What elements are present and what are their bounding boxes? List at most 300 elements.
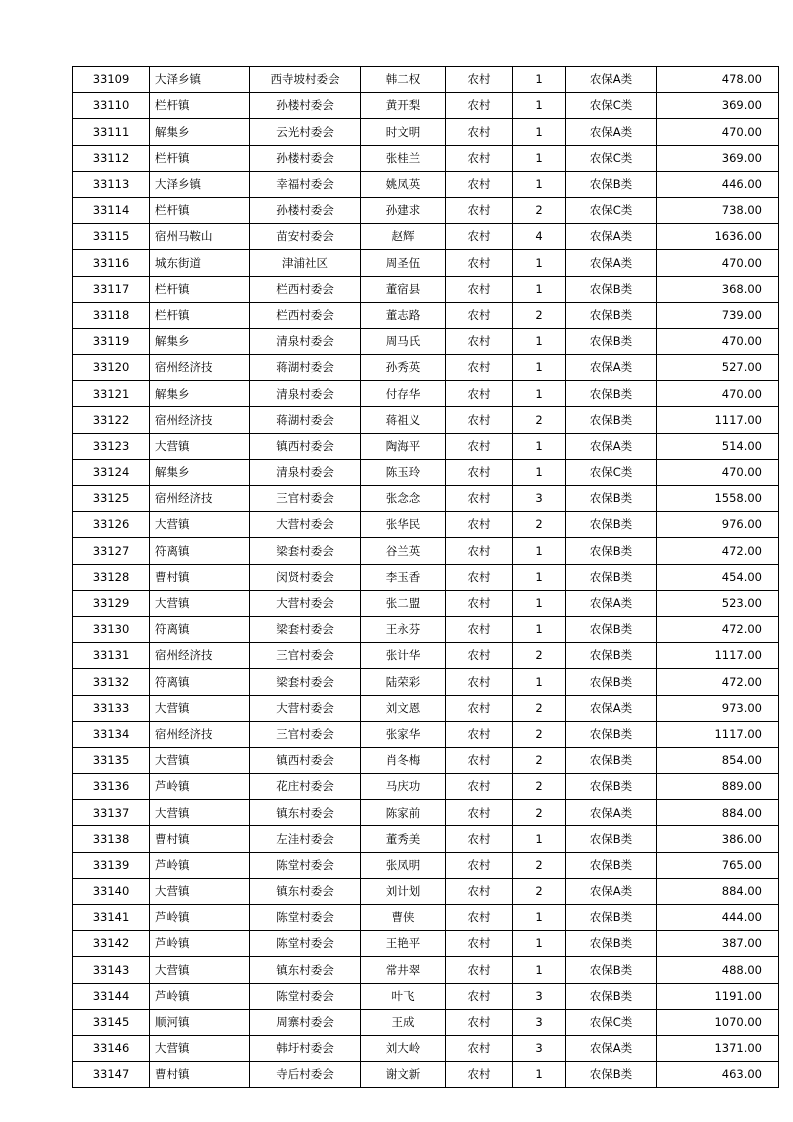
cell-id: 33124 — [73, 459, 150, 485]
cell-village: 镇东村委会 — [250, 957, 361, 983]
cell-amount: 470.00 — [657, 119, 779, 145]
cell-town: 曹村镇 — [150, 1062, 250, 1088]
cell-name: 谢文新 — [361, 1062, 446, 1088]
cell-count: 2 — [513, 800, 566, 826]
cell-village: 云光村委会 — [250, 119, 361, 145]
cell-amount: 884.00 — [657, 878, 779, 904]
cell-town: 宿州经济技 — [150, 486, 250, 512]
cell-name: 董宿县 — [361, 276, 446, 302]
cell-amount: 444.00 — [657, 905, 779, 931]
cell-id: 33117 — [73, 276, 150, 302]
cell-amount: 973.00 — [657, 695, 779, 721]
cell-village: 孙楼村委会 — [250, 197, 361, 223]
cell-type: 农村 — [446, 171, 513, 197]
cell-count: 2 — [513, 774, 566, 800]
cell-village: 大营村委会 — [250, 512, 361, 538]
cell-name: 李玉香 — [361, 564, 446, 590]
cell-id: 33126 — [73, 512, 150, 538]
cell-town: 符离镇 — [150, 538, 250, 564]
cell-count: 2 — [513, 695, 566, 721]
cell-amount: 386.00 — [657, 826, 779, 852]
cell-count: 1 — [513, 381, 566, 407]
cell-village: 陈堂村委会 — [250, 931, 361, 957]
cell-category: 农保B类 — [566, 774, 657, 800]
cell-amount: 976.00 — [657, 512, 779, 538]
cell-name: 付存华 — [361, 381, 446, 407]
cell-name: 孙建求 — [361, 197, 446, 223]
cell-village: 孙楼村委会 — [250, 93, 361, 119]
cell-id: 33116 — [73, 250, 150, 276]
cell-village: 蒋湖村委会 — [250, 355, 361, 381]
cell-category: 农保B类 — [566, 931, 657, 957]
table-row — [73, 328, 779, 354]
cell-village: 苗安村委会 — [250, 224, 361, 250]
cell-category: 农保B类 — [566, 328, 657, 354]
cell-name: 张华民 — [361, 512, 446, 538]
cell-town: 解集乡 — [150, 328, 250, 354]
cell-amount: 472.00 — [657, 616, 779, 642]
cell-type: 农村 — [446, 826, 513, 852]
cell-type: 农村 — [446, 538, 513, 564]
cell-count: 2 — [513, 721, 566, 747]
cell-category: 农保B类 — [566, 852, 657, 878]
cell-type: 农村 — [446, 145, 513, 171]
cell-id: 33135 — [73, 747, 150, 773]
cell-amount: 527.00 — [657, 355, 779, 381]
cell-village: 蒋湖村委会 — [250, 407, 361, 433]
cell-town: 城东街道 — [150, 250, 250, 276]
cell-name: 刘计划 — [361, 878, 446, 904]
cell-type: 农村 — [446, 197, 513, 223]
cell-town: 大营镇 — [150, 800, 250, 826]
table-row — [73, 67, 779, 93]
cell-town: 宿州经济技 — [150, 721, 250, 747]
cell-village: 周寨村委会 — [250, 1009, 361, 1035]
cell-amount: 387.00 — [657, 931, 779, 957]
cell-category: 农保B类 — [566, 564, 657, 590]
cell-name: 张念念 — [361, 486, 446, 512]
cell-count: 3 — [513, 1035, 566, 1061]
cell-type: 农村 — [446, 669, 513, 695]
cell-amount: 884.00 — [657, 800, 779, 826]
cell-type: 农村 — [446, 878, 513, 904]
cell-town: 大营镇 — [150, 512, 250, 538]
cell-town: 解集乡 — [150, 119, 250, 145]
cell-type: 农村 — [446, 1035, 513, 1061]
cell-name: 韩二权 — [361, 67, 446, 93]
cell-town: 曹村镇 — [150, 826, 250, 852]
cell-amount: 1558.00 — [657, 486, 779, 512]
cell-amount: 470.00 — [657, 381, 779, 407]
cell-category: 农保B类 — [566, 905, 657, 931]
cell-category: 农保A类 — [566, 878, 657, 904]
cell-count: 1 — [513, 119, 566, 145]
cell-type: 农村 — [446, 931, 513, 957]
cell-type: 农村 — [446, 1009, 513, 1035]
cell-village: 镇西村委会 — [250, 747, 361, 773]
cell-type: 农村 — [446, 459, 513, 485]
cell-type: 农村 — [446, 250, 513, 276]
cell-id: 33145 — [73, 1009, 150, 1035]
cell-amount: 1117.00 — [657, 643, 779, 669]
cell-amount: 1191.00 — [657, 983, 779, 1009]
cell-count: 1 — [513, 459, 566, 485]
cell-village: 镇东村委会 — [250, 878, 361, 904]
cell-village: 梁套村委会 — [250, 669, 361, 695]
cell-amount: 478.00 — [657, 67, 779, 93]
cell-name: 董秀美 — [361, 826, 446, 852]
table-row — [73, 957, 779, 983]
cell-category: 农保B类 — [566, 512, 657, 538]
cell-village: 西寺坡村委会 — [250, 67, 361, 93]
cell-type: 农村 — [446, 983, 513, 1009]
cell-name: 黄开梨 — [361, 93, 446, 119]
cell-category: 农保C类 — [566, 93, 657, 119]
cell-id: 33134 — [73, 721, 150, 747]
table-row — [73, 774, 779, 800]
cell-type: 农村 — [446, 774, 513, 800]
cell-village: 闵贤村委会 — [250, 564, 361, 590]
cell-town: 栏杆镇 — [150, 302, 250, 328]
cell-count: 1 — [513, 931, 566, 957]
cell-amount: 488.00 — [657, 957, 779, 983]
cell-village: 三官村委会 — [250, 643, 361, 669]
cell-village: 寺后村委会 — [250, 1062, 361, 1088]
cell-town: 宿州经济技 — [150, 355, 250, 381]
cell-count: 2 — [513, 197, 566, 223]
table-row — [73, 302, 779, 328]
table-row — [73, 93, 779, 119]
cell-id: 33118 — [73, 302, 150, 328]
cell-type: 农村 — [446, 67, 513, 93]
cell-amount: 1371.00 — [657, 1035, 779, 1061]
table-body — [73, 67, 779, 1088]
cell-count: 1 — [513, 276, 566, 302]
cell-name: 张凤明 — [361, 852, 446, 878]
cell-name: 谷兰英 — [361, 538, 446, 564]
cell-amount: 523.00 — [657, 590, 779, 616]
cell-category: 农保B类 — [566, 407, 657, 433]
cell-village: 陈堂村委会 — [250, 905, 361, 931]
cell-count: 2 — [513, 747, 566, 773]
cell-type: 农村 — [446, 512, 513, 538]
cell-id: 33129 — [73, 590, 150, 616]
cell-name: 陈家前 — [361, 800, 446, 826]
subsidy-table — [72, 66, 779, 1088]
table-row — [73, 852, 779, 878]
cell-type: 农村 — [446, 328, 513, 354]
cell-count: 1 — [513, 564, 566, 590]
cell-town: 栏杆镇 — [150, 276, 250, 302]
table-row — [73, 355, 779, 381]
cell-type: 农村 — [446, 747, 513, 773]
cell-count: 1 — [513, 433, 566, 459]
table-row — [73, 1009, 779, 1035]
table-row — [73, 564, 779, 590]
cell-type: 农村 — [446, 590, 513, 616]
cell-town: 大营镇 — [150, 957, 250, 983]
cell-town: 大营镇 — [150, 433, 250, 459]
cell-category: 农保B类 — [566, 983, 657, 1009]
cell-name: 张二盟 — [361, 590, 446, 616]
cell-name: 陆荣彩 — [361, 669, 446, 695]
cell-category: 农保C类 — [566, 197, 657, 223]
cell-type: 农村 — [446, 852, 513, 878]
cell-town: 芦岭镇 — [150, 852, 250, 878]
cell-type: 农村 — [446, 302, 513, 328]
cell-id: 33131 — [73, 643, 150, 669]
cell-id: 33136 — [73, 774, 150, 800]
cell-name: 陈玉玲 — [361, 459, 446, 485]
cell-category: 农保A类 — [566, 695, 657, 721]
cell-name: 陶海平 — [361, 433, 446, 459]
cell-type: 农村 — [446, 564, 513, 590]
cell-name: 姚凤英 — [361, 171, 446, 197]
cell-count: 2 — [513, 407, 566, 433]
cell-id: 33123 — [73, 433, 150, 459]
cell-amount: 369.00 — [657, 93, 779, 119]
cell-id: 33122 — [73, 407, 150, 433]
cell-id: 33120 — [73, 355, 150, 381]
cell-type: 农村 — [446, 276, 513, 302]
table-row — [73, 197, 779, 223]
cell-count: 3 — [513, 983, 566, 1009]
table-row — [73, 931, 779, 957]
cell-count: 1 — [513, 538, 566, 564]
cell-category: 农保B类 — [566, 486, 657, 512]
cell-amount: 1070.00 — [657, 1009, 779, 1035]
table-row — [73, 486, 779, 512]
cell-amount: 368.00 — [657, 276, 779, 302]
cell-count: 2 — [513, 643, 566, 669]
cell-village: 陈堂村委会 — [250, 852, 361, 878]
cell-village: 孙楼村委会 — [250, 145, 361, 171]
cell-count: 1 — [513, 67, 566, 93]
cell-id: 33130 — [73, 616, 150, 642]
table-row — [73, 669, 779, 695]
cell-category: 农保B类 — [566, 538, 657, 564]
cell-count: 1 — [513, 328, 566, 354]
cell-name: 孙秀英 — [361, 355, 446, 381]
cell-town: 大泽乡镇 — [150, 171, 250, 197]
cell-count: 3 — [513, 486, 566, 512]
cell-name: 肖冬梅 — [361, 747, 446, 773]
cell-name: 时文明 — [361, 119, 446, 145]
cell-count: 1 — [513, 250, 566, 276]
cell-category: 农保A类 — [566, 119, 657, 145]
cell-name: 王成 — [361, 1009, 446, 1035]
cell-village: 镇西村委会 — [250, 433, 361, 459]
cell-count: 2 — [513, 512, 566, 538]
table-row — [73, 407, 779, 433]
cell-town: 宿州经济技 — [150, 643, 250, 669]
cell-town: 大营镇 — [150, 590, 250, 616]
cell-town: 宿州马鞍山 — [150, 224, 250, 250]
cell-type: 农村 — [446, 695, 513, 721]
cell-village: 清泉村委会 — [250, 459, 361, 485]
cell-name: 张计华 — [361, 643, 446, 669]
table-row — [73, 721, 779, 747]
cell-village: 清泉村委会 — [250, 381, 361, 407]
cell-type: 农村 — [446, 721, 513, 747]
cell-town: 芦岭镇 — [150, 905, 250, 931]
cell-id: 33137 — [73, 800, 150, 826]
table-row — [73, 224, 779, 250]
cell-village: 梁套村委会 — [250, 538, 361, 564]
cell-name: 曹侠 — [361, 905, 446, 931]
cell-id: 33119 — [73, 328, 150, 354]
cell-town: 大营镇 — [150, 747, 250, 773]
cell-category: 农保B类 — [566, 1062, 657, 1088]
cell-category: 农保A类 — [566, 800, 657, 826]
cell-category: 农保A类 — [566, 433, 657, 459]
cell-amount: 765.00 — [657, 852, 779, 878]
cell-category: 农保B类 — [566, 171, 657, 197]
cell-name: 周马氏 — [361, 328, 446, 354]
cell-amount: 446.00 — [657, 171, 779, 197]
cell-town: 栏杆镇 — [150, 145, 250, 171]
cell-name: 董志路 — [361, 302, 446, 328]
cell-town: 解集乡 — [150, 381, 250, 407]
table-row — [73, 878, 779, 904]
cell-category: 农保A类 — [566, 1035, 657, 1061]
cell-town: 顺河镇 — [150, 1009, 250, 1035]
cell-category: 农保A类 — [566, 250, 657, 276]
cell-amount: 369.00 — [657, 145, 779, 171]
cell-amount: 514.00 — [657, 433, 779, 459]
cell-village: 津浦社区 — [250, 250, 361, 276]
cell-town: 芦岭镇 — [150, 774, 250, 800]
cell-type: 农村 — [446, 800, 513, 826]
cell-town: 栏杆镇 — [150, 93, 250, 119]
cell-id: 33128 — [73, 564, 150, 590]
cell-name: 王艳平 — [361, 931, 446, 957]
cell-village: 花庄村委会 — [250, 774, 361, 800]
cell-category: 农保B类 — [566, 957, 657, 983]
cell-count: 1 — [513, 93, 566, 119]
cell-count: 4 — [513, 224, 566, 250]
table-row — [73, 1062, 779, 1088]
cell-amount: 1636.00 — [657, 224, 779, 250]
cell-type: 农村 — [446, 486, 513, 512]
cell-name: 常井翠 — [361, 957, 446, 983]
cell-village: 大营村委会 — [250, 590, 361, 616]
cell-amount: 470.00 — [657, 250, 779, 276]
cell-count: 1 — [513, 826, 566, 852]
cell-town: 大营镇 — [150, 1035, 250, 1061]
cell-town: 符离镇 — [150, 616, 250, 642]
cell-village: 韩圩村委会 — [250, 1035, 361, 1061]
table-row — [73, 800, 779, 826]
cell-count: 1 — [513, 1062, 566, 1088]
cell-category: 农保B类 — [566, 669, 657, 695]
cell-id: 33146 — [73, 1035, 150, 1061]
cell-category: 农保A类 — [566, 224, 657, 250]
cell-village: 三官村委会 — [250, 721, 361, 747]
cell-amount: 463.00 — [657, 1062, 779, 1088]
cell-village: 栏西村委会 — [250, 276, 361, 302]
cell-category: 农保B类 — [566, 826, 657, 852]
cell-village: 大营村委会 — [250, 695, 361, 721]
cell-amount: 854.00 — [657, 747, 779, 773]
cell-village: 陈堂村委会 — [250, 983, 361, 1009]
cell-id: 33112 — [73, 145, 150, 171]
cell-village: 清泉村委会 — [250, 328, 361, 354]
cell-name: 蒋祖义 — [361, 407, 446, 433]
cell-amount: 470.00 — [657, 459, 779, 485]
cell-amount: 889.00 — [657, 774, 779, 800]
table-row — [73, 171, 779, 197]
cell-type: 农村 — [446, 905, 513, 931]
cell-name: 马庆功 — [361, 774, 446, 800]
cell-town: 曹村镇 — [150, 564, 250, 590]
cell-amount: 738.00 — [657, 197, 779, 223]
cell-amount: 1117.00 — [657, 407, 779, 433]
cell-type: 农村 — [446, 1062, 513, 1088]
cell-town: 符离镇 — [150, 669, 250, 695]
table-row — [73, 983, 779, 1009]
cell-village: 栏西村委会 — [250, 302, 361, 328]
cell-town: 大泽乡镇 — [150, 67, 250, 93]
cell-category: 农保C类 — [566, 1009, 657, 1035]
cell-amount: 739.00 — [657, 302, 779, 328]
cell-town: 宿州经济技 — [150, 407, 250, 433]
cell-id: 33138 — [73, 826, 150, 852]
cell-name: 刘大岭 — [361, 1035, 446, 1061]
cell-name: 赵辉 — [361, 224, 446, 250]
cell-count: 1 — [513, 145, 566, 171]
cell-type: 农村 — [446, 407, 513, 433]
table-row — [73, 512, 779, 538]
cell-amount: 472.00 — [657, 669, 779, 695]
table-row — [73, 695, 779, 721]
cell-count: 1 — [513, 355, 566, 381]
cell-category: 农保B类 — [566, 302, 657, 328]
cell-village: 幸福村委会 — [250, 171, 361, 197]
cell-count: 2 — [513, 878, 566, 904]
cell-name: 王永芬 — [361, 616, 446, 642]
cell-village: 镇东村委会 — [250, 800, 361, 826]
cell-id: 33132 — [73, 669, 150, 695]
cell-id: 33111 — [73, 119, 150, 145]
cell-type: 农村 — [446, 381, 513, 407]
cell-id: 33140 — [73, 878, 150, 904]
table-row — [73, 747, 779, 773]
cell-amount: 454.00 — [657, 564, 779, 590]
cell-town: 大营镇 — [150, 878, 250, 904]
cell-town: 芦岭镇 — [150, 931, 250, 957]
cell-id: 33142 — [73, 931, 150, 957]
cell-category: 农保B类 — [566, 721, 657, 747]
cell-name: 张桂兰 — [361, 145, 446, 171]
cell-category: 农保A类 — [566, 355, 657, 381]
cell-town: 芦岭镇 — [150, 983, 250, 1009]
table-row — [73, 276, 779, 302]
cell-village: 三官村委会 — [250, 486, 361, 512]
cell-id: 33133 — [73, 695, 150, 721]
cell-id: 33114 — [73, 197, 150, 223]
cell-count: 2 — [513, 852, 566, 878]
cell-name: 周圣伍 — [361, 250, 446, 276]
cell-amount: 470.00 — [657, 328, 779, 354]
cell-town: 大营镇 — [150, 695, 250, 721]
cell-type: 农村 — [446, 957, 513, 983]
cell-town: 栏杆镇 — [150, 197, 250, 223]
cell-count: 1 — [513, 590, 566, 616]
cell-type: 农村 — [446, 616, 513, 642]
table-row — [73, 459, 779, 485]
cell-village: 左洼村委会 — [250, 826, 361, 852]
